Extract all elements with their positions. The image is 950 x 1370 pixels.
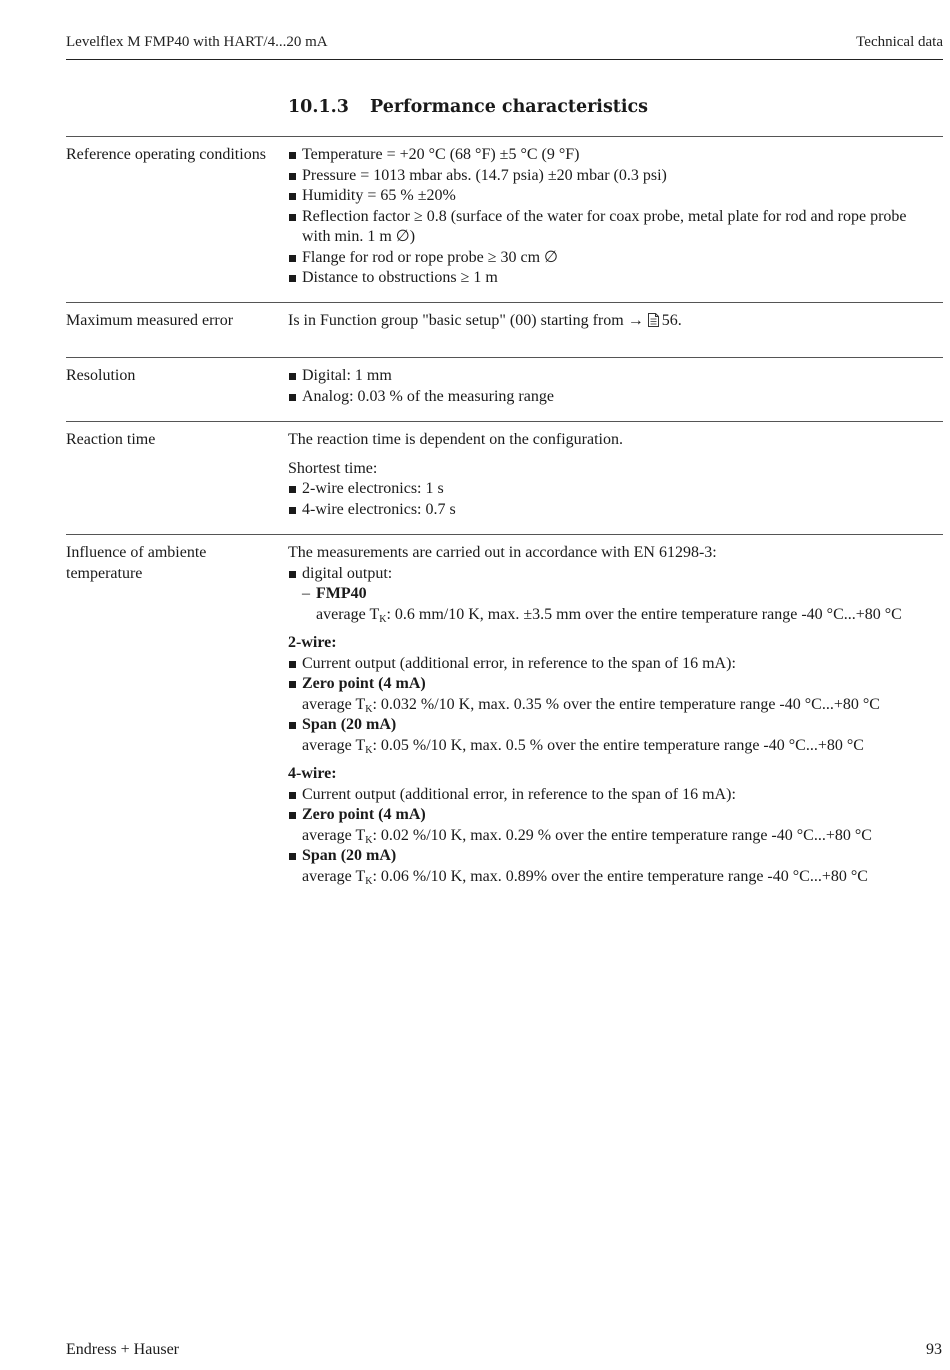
list-item: Temperature = +20 °C (68 °F) ±5 °C (9 °F) <box>288 145 948 166</box>
max-error-content <box>288 311 948 332</box>
shortest-time-label: Shortest time: <box>288 459 378 477</box>
list-item: Current output (additional error, in reference to the span of 16 mA): <box>288 785 948 806</box>
reaction-time-intro: The reaction time is dependent on the configuration. <box>288 431 623 448</box>
max-error-text: Is in Function group "basic setup" (00) starting from <box>288 312 624 329</box>
row-divider <box>66 421 943 422</box>
four-wire-heading: 4-wire: <box>288 765 337 782</box>
row-divider <box>66 357 943 358</box>
influence-temperature-label: Influence of ambiente temperature <box>66 544 207 582</box>
list-item: 4-wire electronics: 0.7 s <box>288 500 948 521</box>
reference-conditions-label: Reference operating conditions <box>66 146 266 163</box>
list-item: Analog: 0.03 % of the measuring range <box>288 387 948 408</box>
list-item: Span (20 mA) <box>288 846 948 867</box>
document-title: Levelflex M FMP40 with HART/4...20 mA <box>66 34 328 50</box>
dash-marker: – <box>302 585 310 602</box>
fmp40-label: FMP40 <box>316 585 367 602</box>
four-wire-span-average: average $T_K$: 0.06 %/10 K, max. 0.89% over the entire temperature range -40 °C...+80 °C <box>302 867 868 887</box>
list-item <box>288 207 948 248</box>
list-item: Distance to obstructions ≥ 1 m <box>288 268 948 289</box>
list-item: digital output: <box>288 564 948 585</box>
list-item: Pressure = 1013 mbar abs. (14.7 psia) ±20 mbar (0.3 psi) <box>288 166 948 187</box>
footer-company: Endress + Hauser <box>66 1341 179 1358</box>
chapter-title: Technical data <box>856 34 943 50</box>
influence-temperature-content <box>288 543 948 887</box>
fmp40-average: average $T_K$: 0.6 mm/10 K, max. ±3.5 mm over the entire temperature range -40 °C...+80 °C <box>316 605 902 625</box>
two-wire-list <box>288 654 948 695</box>
list-item: 2-wire electronics: 1 s <box>288 479 948 500</box>
page-reference-link[interactable]: 56. <box>661 312 682 329</box>
section-title: Performance characteristics <box>370 97 649 117</box>
list-item: Current output (additional error, in reference to the span of 16 mA): <box>288 654 948 675</box>
two-wire-heading: 2-wire: <box>288 634 337 651</box>
page-reference-icon <box>648 313 659 327</box>
page-header <box>66 30 943 60</box>
section-number: 10.1.3 <box>288 97 349 117</box>
two-wire-span-average: average $T_K$: 0.05 %/10 K, max. 0.5 % over the entire temperature range -40 °C...+80 °C <box>302 736 864 756</box>
max-error-label: Maximum measured error <box>66 312 234 329</box>
list-item: Zero point (4 mA) <box>288 805 948 826</box>
page-number: 93 <box>926 1341 942 1358</box>
fmp40-item <box>288 584 948 605</box>
list-item-text: Reflection factor ≥ 0.8 (surface of the water for coax probe, metal plate for rod and rope probe <box>302 207 907 225</box>
reaction-time-list <box>288 479 948 520</box>
list-item-continuation: with min. 1 m ∅) <box>302 228 416 245</box>
four-wire-zero-average: average $T_K$: 0.02 %/10 K, max. 0.29 % over the entire temperature range -40 °C...+80 °C <box>302 826 872 846</box>
arrow-icon: → <box>627 312 644 329</box>
section-heading <box>288 97 648 118</box>
reference-conditions-content <box>288 145 948 289</box>
reference-conditions-list <box>288 145 948 289</box>
list-item: Humidity = 65 % ±20% <box>288 186 948 207</box>
list-item: Span (20 mA) <box>288 715 948 736</box>
two-wire-zero-average: average $T_K$: 0.032 %/10 K, max. 0.35 % over the entire temperature range -40 °C...+80 °C <box>302 695 880 715</box>
list-item: Digital: 1 mm <box>288 366 948 387</box>
reaction-time-content <box>288 430 948 520</box>
row-divider <box>66 302 943 303</box>
influence-intro: The measurements are carried out in accordance with EN 61298-3: <box>288 544 717 561</box>
row-divider <box>66 136 943 137</box>
four-wire-list <box>288 785 948 826</box>
resolution-list <box>288 366 948 407</box>
resolution-content <box>288 366 948 407</box>
list-item: Zero point (4 mA) <box>288 674 948 695</box>
row-divider <box>66 534 943 535</box>
resolution-label: Resolution <box>66 367 136 384</box>
list-item: Flange for rod or rope probe ≥ 30 cm ∅ <box>288 248 948 269</box>
reaction-time-label: Reaction time <box>66 431 156 448</box>
